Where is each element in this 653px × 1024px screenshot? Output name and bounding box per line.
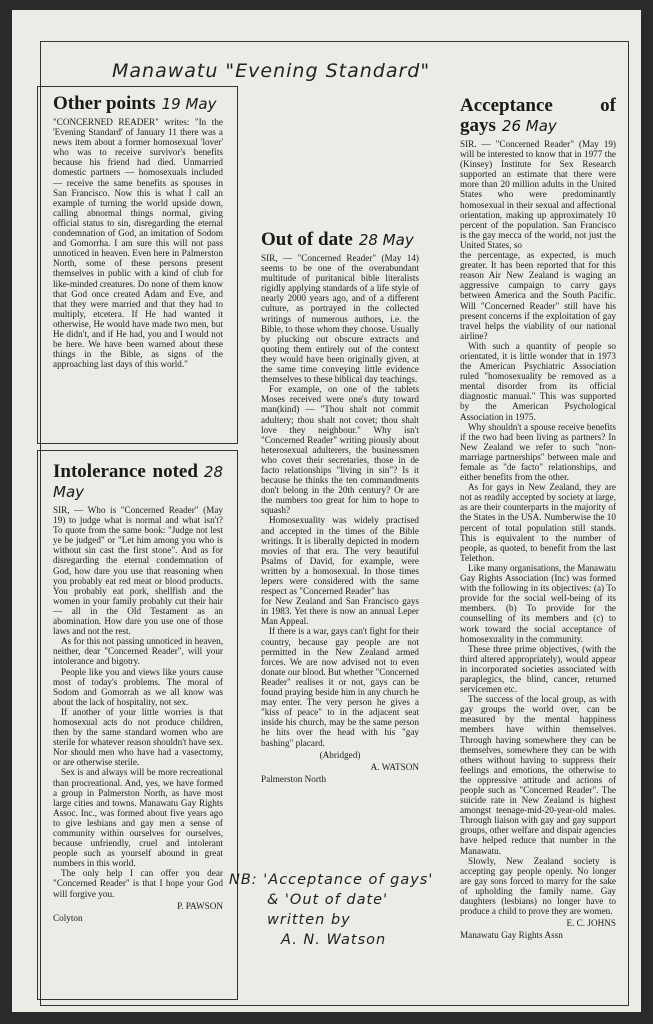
signature: E. C. JOHNS [566, 918, 616, 929]
paragraph: SIR, — Who is "Concerned Reader" (May 19) to judge what is normal and what isn't? To quote from the same book: "Judge not lest ye be judged" or "Let him among you who is without sin cast the first stone". And as for disregarding the eternal condemnation of God, how dare you use that reasoning when you probably eat red meat or blood products. You probably eat pork, shellfish and the women in your family probably cut their hair — all in the Old Testament as an abomination. How dare you use one of those laws and not the rest. [53, 505, 223, 637]
handwritten-note [229, 870, 433, 950]
paragraph: SIR, — "Concerned Reader" (May 14) seems to be one of the overabundant multitude of puritanical bible literalists rigidly applying standards of a life style of nearly 2000 years ago, and of a different culture, as portrayed in the collected writings of numerous authors, i.e. the Bible, to those whom they choose. Usually by plucking out obscure extracts and quoting them entirely out of the context they would have been originally given, at the same time conveying little evidence themselves to these biblical day teachings. [261, 253, 419, 385]
paragraph: The only help I can offer you dear "Concerned Reader" is that I hope your God will forgive you. [53, 868, 223, 899]
paragraph: Sex is and always will be more recreational than procreational. And, yes, we have formed a group in Palmerston North, as have most large cities and towns. Manawatu Gay Rights Assoc. Inc., was formed about five years ago to give lesbians and gay men a sense of community within ourselves for ourselves, because unfriendly, cruel and intolerant people such as yourself abound in great numbers in this world. [53, 767, 223, 869]
paragraph: If another of your little worries is that homosexual acts do not produce children, then by the same standard women who are sterile for whatever reason shouldn't have sex. Nor should men who have had a vasectomy, or are otherwise sterile. [53, 706, 223, 768]
paragraph: With such a quantity of people so orientated, it is little wonder that in 1973 the American Psychiatric Association ruled "homosexuality be removed as a mental disorder from its official diagnostic manual." This was supported by the American Psychological Association in 1975. [460, 340, 616, 422]
paragraph: The success of the local group, as with gay groups the world over, can be measured by the mental happiness members have within themselves. Through having somewhere they can be themselves, somewhere they can be with others without having to suppress their feelings and emotions, the otherwise to the oppressive attitude and actions of people such as "Concerned Reader". The suicide rate in New Zealand is highest amongst teenage-mid-20-year-old males. Through liaison with gay and gay support groups, other welfare and dispair agencies have helped reduce that number in the Manawatu. [460, 694, 616, 856]
paragraph: "CONCERNED READER" writes: "In the 'Evening Standard' of January 11 there was a news item about a former homosexual 'lover' who was to receive survivor's benefits because his friend had died. Unmarried domestic partners — homosexuals included — receive the same benefits as spouses in San Francisco. Now this is what I call an example of turning the world upside down, calling abnormal things normal, giving official status to sin, disregarding the eternal condemnation of God, an imitation of Sodom and Gomorrha. I am sure this will not pass unnoticed in heaven. Even here in Palmerston North, some of these persons present themselves in public with a kind of club for like-minded creatures. Do none of them know that God once created Adam and Eve, and that they were married and that they had to multiply, etcetera. If He had wanted it otherwise, He would have made two men, but He didn't, and if He had, you and I would not be here. We have been warned about these things in the Bible, as signs of the approaching last days of this world." [53, 117, 223, 370]
note-line: NB: 'Acceptance of gays' [229, 872, 434, 888]
letter-acceptance-of-gays [460, 96, 616, 996]
paragraph: People like you and views like yours cause most of today's problems. The moral of Sodom and Gomorrah as we all know was about the lack of hospitality, not sex. [53, 666, 223, 707]
paragraph: As for this not passing unnoticed in heaven, neither, dear "Concerned Reader", will your intolerance and bigotry. [53, 636, 223, 667]
headline: Other points 19 May [53, 94, 217, 114]
paragraph: Homosexuality was widely practised and accepted in the times of the Bible writings. It is liberally depicted in modern movies of that era. The very beautiful Psalms of David, for example, were written by a homosexual. In those times lepers were considered with the same respect as "Concerned Reader" has [261, 515, 419, 597]
headline: Intolerance noted 28 May [53, 462, 223, 501]
paragraph: For example, on one of the tablets Moses received were one's duty toward man(kind) — "Thou shalt not commit adultery; thou shalt not covet; thou shalt love they neighbour." Why isn't "Concerned Reader" writing piously about heterosexual adulterers, the businessmen who covet their secretaries, those in de facto relationships "living in sin"? Is it because he thinks the ten commandments don't belong in the 20th century? Or are the numbers too great for him to hope to squash? [261, 384, 419, 516]
note-line: A. N. Watson [281, 932, 387, 948]
handwritten-date: 19 May [161, 95, 217, 113]
letter-intolerance-noted [53, 462, 223, 994]
paragraph: As for gays in New Zealand, they are not as readily accepted by society at large, as are their counterparts in the majority of the States in the USA. Numberwise the 10 percent of total population still stands. This is equivalent to the number of people, as quoted, to benefit from the last Telethon. [460, 482, 616, 563]
handwritten-header: Manawatu "Evening Standard" [112, 60, 431, 82]
place: Colyton [53, 912, 83, 923]
paragraph: SIR. — "Concerned Reader" (May 19) will be interested to know that in 1977 the (Kinsey) Institute for Sex Research supported an estimate that there were more than 20 million adults in the United States who were predominantly homosexual in their sexual and affectional orientation, making up approximately 10 percent of the population. San Francisco is the gay mecca of the world, not just the United States, so [460, 139, 616, 250]
place: Manawatu Gay Rights Assn [460, 930, 563, 941]
handwritten-date: 26 May [501, 117, 557, 135]
paragraph: Like many organisations, the Manawatu Gay Rights Association (Inc) was formed with the following in its objectives: (a) To provide for the social well-being of its members. (b) To provide for the counselling of its members and (c) to work toward the social acceptance of homosexuality in the community. [460, 562, 616, 644]
headline: Out of date 28 May [261, 230, 414, 250]
handwritten-date: 28 May [53, 463, 223, 501]
paragraph: These three prime objectives, (with the third altered appropriately), would appear in incorporated societies associated with paraplegics, the blind, cancer, returned servicemen etc. [460, 643, 616, 695]
paragraph: If there is a war, gays can't fight for their country, because gay people are not permitted in the New Zealand armed forces. We are now advised not to even donate our blood. But whether "Concerned Reader" realises it or not, gays can be found praying beside him in any church he may enter. The very person he gives a "kiss of peace" to in the adjacent seat inside his church, may be the same person he hits over the head with his "gay bashing" placard. [261, 626, 419, 748]
paragraph: Why shouldn't a spouse receive benefits if the two had been living as partners? In New Zealand we refer to such "non-marriage partnerships" between male and female as "de facto" relationships, and either benefits from the other. [460, 421, 616, 483]
paragraph: Slowly, New Zealand society is accepting gay people openly. No longer are gay sons forced to marry for the sake of upholding the family name. Gay daughters (lesbians) no longer have to produce a child to prove they are women. [460, 855, 616, 917]
paragraph: the percentage, as expected, is much greater. It has been reported that for this reason Air New Zealand is waging an aggressive campaign to carry gays between America and the South Pacific. Will "Concerned Reader" still have his present concerns if the exploitation of gay travel helps the viability of our national airline? [460, 250, 616, 341]
paragraph: for New Zealand and San Francisco gays in 1983. Yet there is now an annual Leper Man Appeal. [261, 596, 419, 627]
note-line: & 'Out of date' [267, 892, 389, 908]
handwritten-date: 28 May [358, 231, 414, 249]
headline: Acceptance of gays 26 May [460, 96, 616, 136]
letter-other-points [53, 94, 223, 438]
signature: P. PAWSON [177, 900, 223, 911]
abridged-note: (Abridged) [319, 749, 361, 760]
signature: A. WATSON [370, 761, 419, 772]
archive-sheet [12, 10, 641, 1012]
note-line: written by [267, 912, 351, 928]
letter-out-of-date [261, 230, 419, 852]
place: Palmerston North [261, 773, 327, 784]
